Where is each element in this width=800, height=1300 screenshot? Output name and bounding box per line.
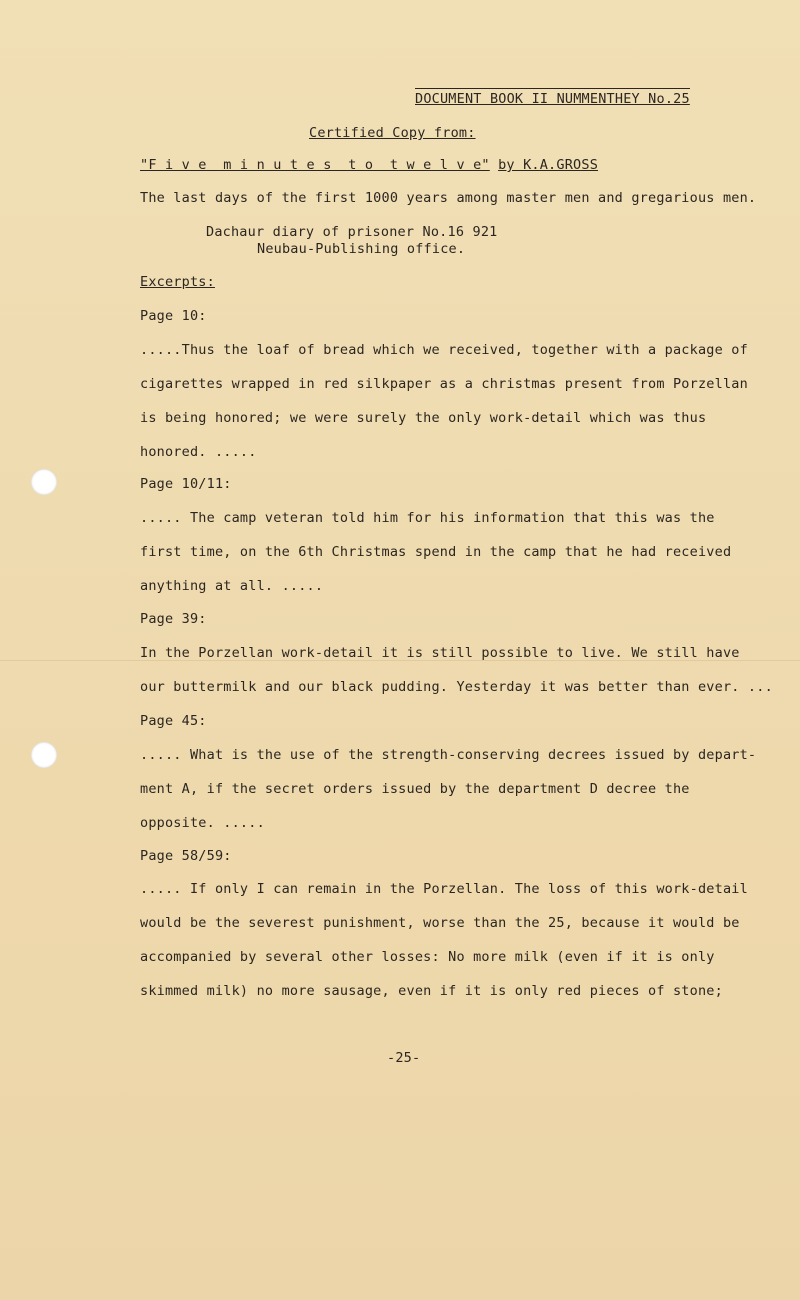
page-number: -25- — [387, 1050, 421, 1066]
excerpt-line: cigarettes wrapped in red silkpaper as a christmas present from Porzellan — [140, 376, 748, 392]
excerpts-heading: Excerpts: — [140, 274, 215, 290]
diary-line-2: Neubau-Publishing office. — [257, 241, 466, 257]
excerpt-line: first time, on the 6th Christmas spend in the camp that he had received — [140, 544, 732, 560]
excerpt-line: In the Porzellan work-detail it is still possible to live. We still have — [140, 645, 740, 661]
diary-line-1: Dachaur diary of prisoner No.16 921 — [206, 224, 498, 240]
excerpt-line: anything at all. ..... — [140, 578, 324, 594]
page-ref: Page 10: — [140, 308, 207, 324]
excerpt-line: would be the severest punishment, worse than the 25, because it would be — [140, 915, 740, 931]
excerpt-line: opposite. ..... — [140, 815, 265, 831]
title-line — [140, 157, 598, 173]
page-ref: Page 58/59: — [140, 848, 232, 864]
book-author: by K.A.GROSS — [498, 157, 599, 173]
page-ref: Page 10/11: — [140, 476, 232, 492]
punch-hole-top — [31, 469, 57, 495]
excerpt-line: accompanied by several other losses: No more milk (even if it is only — [140, 949, 715, 965]
excerpt-line: .....Thus the loaf of bread which we received, together with a package of — [140, 342, 748, 358]
excerpt-line: is being honored; we were surely the only work-detail which was thus — [140, 410, 707, 426]
excerpt-line: skimmed milk) no more sausage, even if it is only red pieces of stone; — [140, 983, 723, 999]
document-reference: DOCUMENT BOOK II NUMMENTHEY No.25 — [415, 88, 690, 107]
page-ref: Page 45: — [140, 713, 207, 729]
excerpt-line: ..... If only I can remain in the Porzellan. The loss of this work-detail — [140, 881, 748, 897]
excerpt-line: honored. ..... — [140, 444, 257, 460]
book-title: "F i v e m i n u t e s t o t w e l v e" — [140, 157, 490, 173]
excerpt-line: ment A, if the secret orders issued by the department D decree the — [140, 781, 690, 797]
punch-hole-bottom — [31, 742, 57, 768]
excerpt-line: ..... What is the use of the strength-conserving decrees issued by depart- — [140, 747, 757, 763]
subtitle: The last days of the first 1000 years among master men and gregarious men. — [140, 190, 757, 206]
excerpt-line: our buttermilk and our black pudding. Yesterday it was better than ever. ... — [140, 679, 773, 695]
page-ref: Page 39: — [140, 611, 207, 627]
excerpt-line: ..... The camp veteran told him for his information that this was the — [140, 510, 715, 526]
certified-copy-label: Certified Copy from: — [309, 125, 476, 141]
